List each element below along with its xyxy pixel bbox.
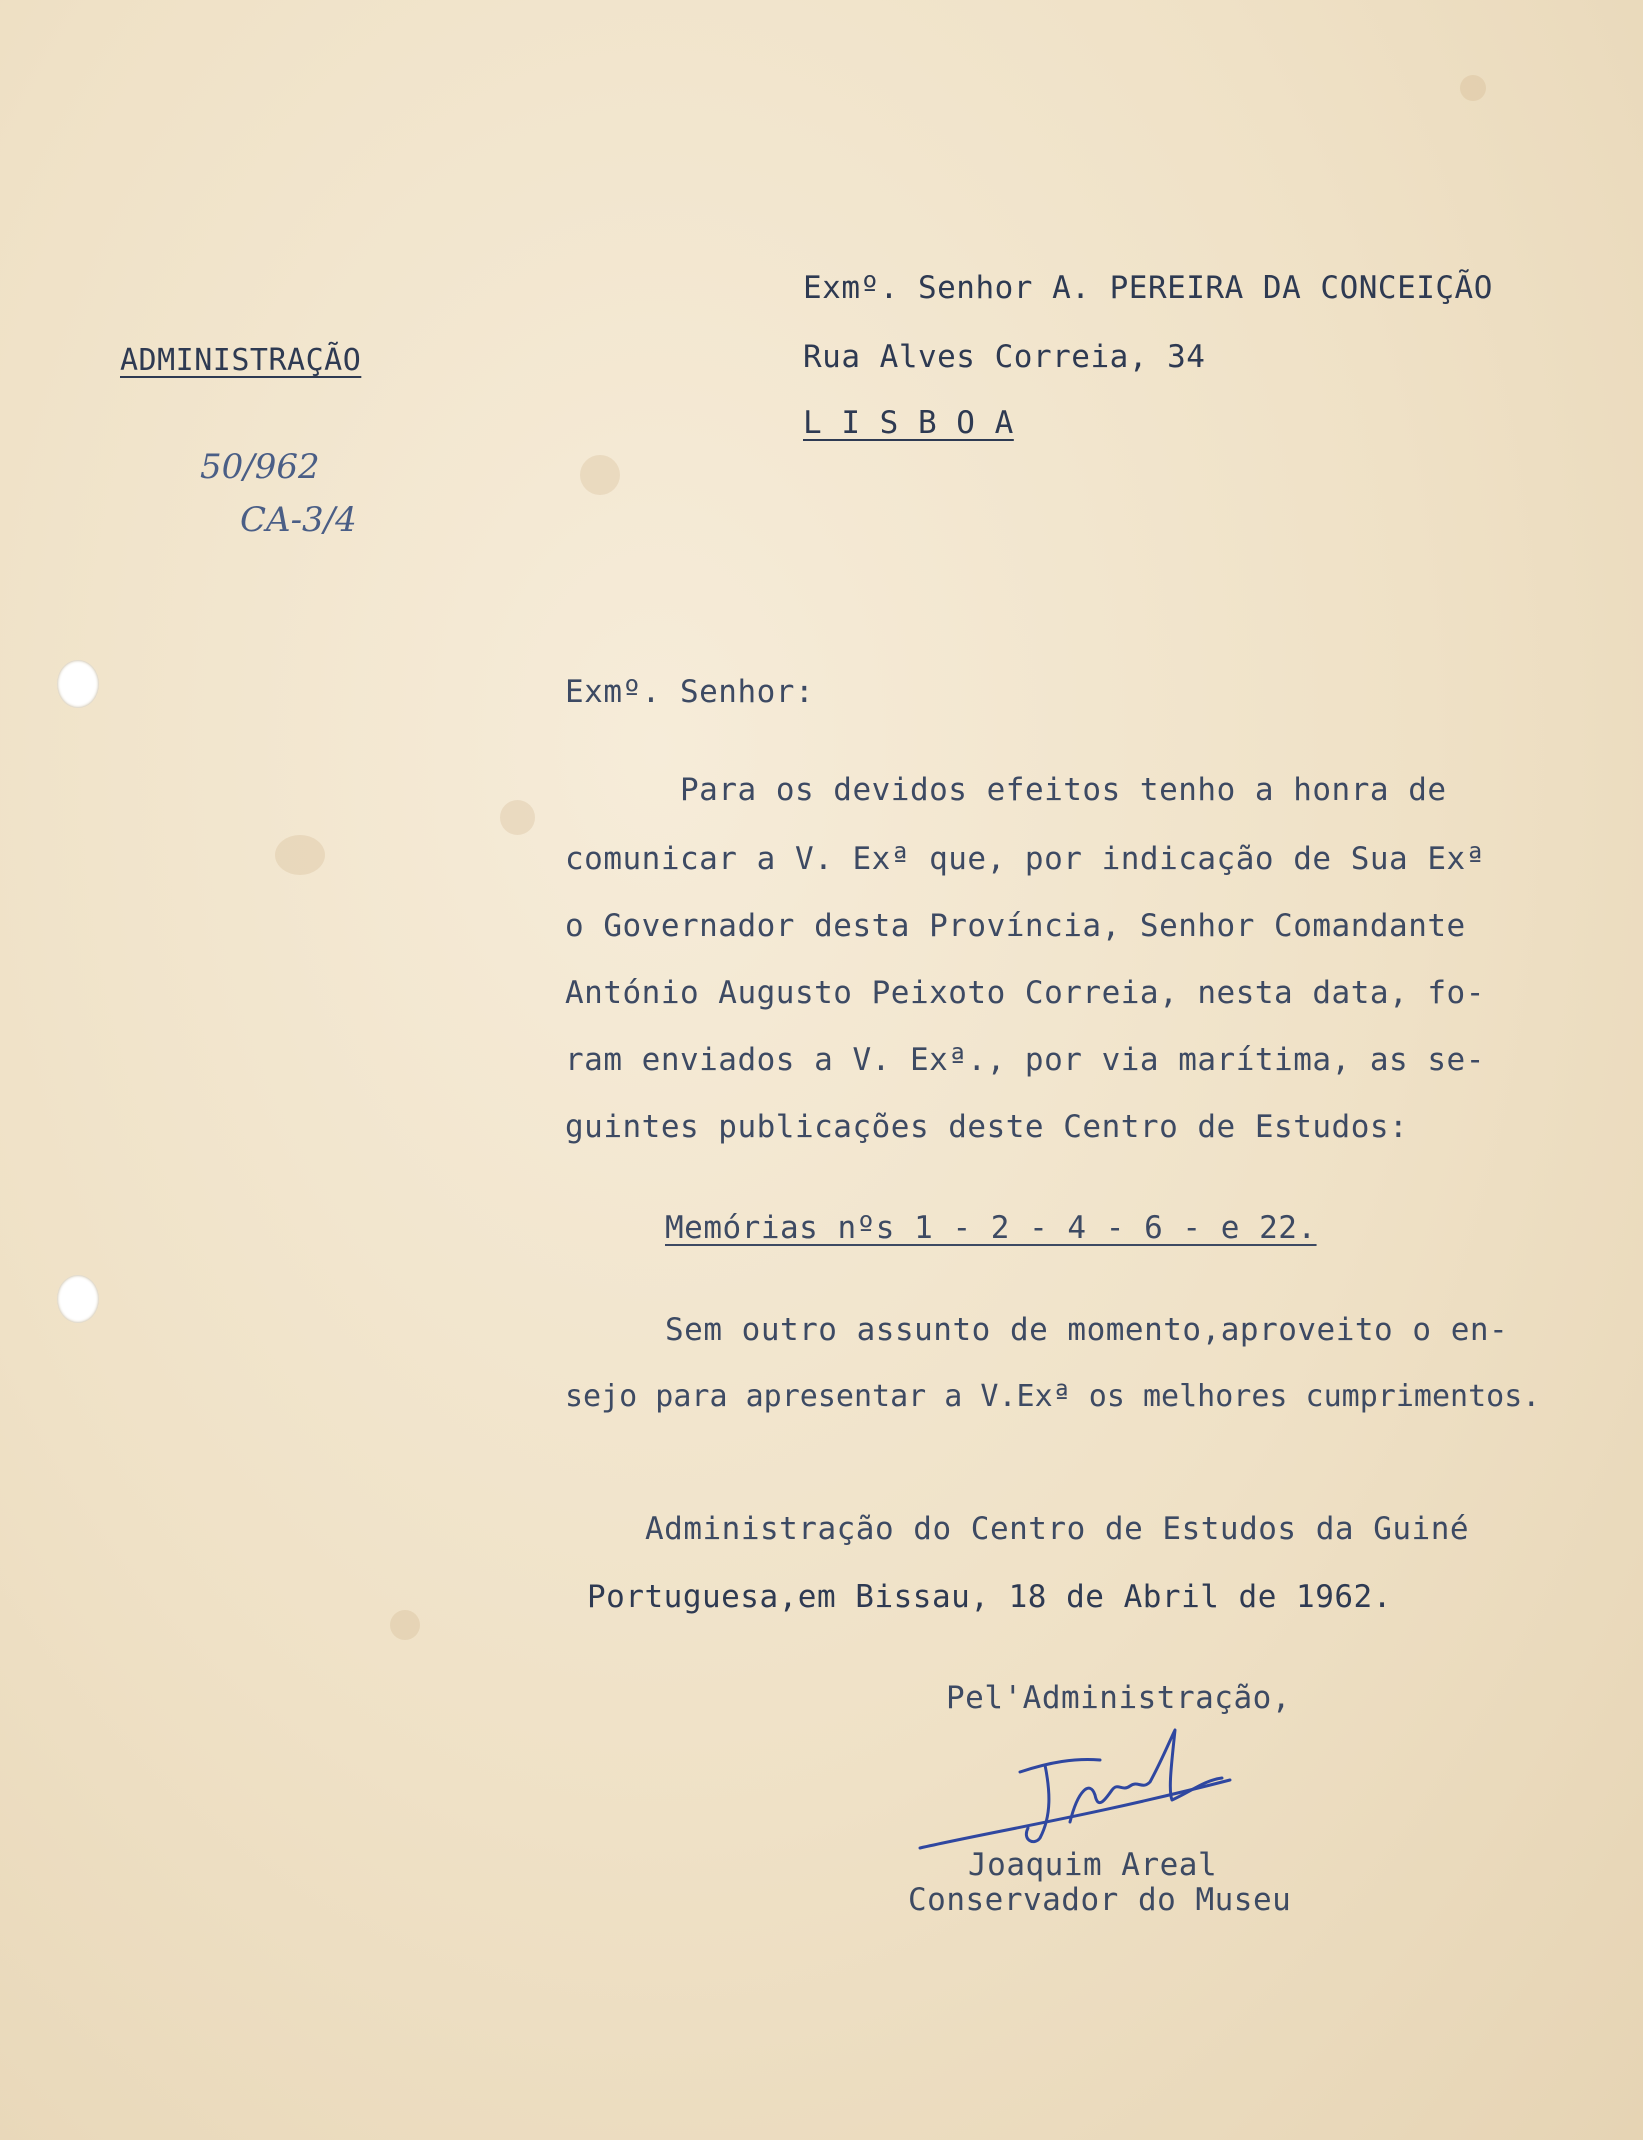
place-date-line: Administração do Centro de Estudos da Guiné [645, 1511, 1470, 1547]
signatory-title: Conservador do Museu [908, 1882, 1292, 1918]
paper-stain [500, 800, 535, 835]
body-line: ram enviados a V. Exª., por via marítima, as se- [565, 1042, 1485, 1078]
publications-list: Memórias nºs 1 - 2 - 4 - 6 - e 22. [665, 1210, 1317, 1246]
recipient-name: Exmº. Senhor A. PEREIRA DA CONCEIÇÃO [803, 270, 1493, 306]
punch-hole [57, 1275, 99, 1323]
punch-hole [57, 660, 99, 708]
body-line: sejo para apresentar a V.Exª os melhores cumprimentos. [565, 1379, 1541, 1414]
body-line: Para os devidos efeitos tenho a honra de [680, 772, 1447, 808]
department-heading: ADMINISTRAÇÃO [120, 343, 362, 378]
body-line: guintes publicações deste Centro de Estudos: [565, 1109, 1409, 1145]
reference-number: 50/962 [200, 447, 320, 487]
closing: Pel'Administração, [946, 1680, 1291, 1716]
paper-stain [390, 1610, 420, 1640]
body-line: Sem outro assunto de momento,aproveito o en- [665, 1312, 1509, 1348]
body-line: o Governador desta Província, Senhor Comandante [565, 908, 1466, 944]
body-line: comunicar a V. Exª que, por indicação de Sua Exª [565, 841, 1485, 877]
reference-code: CA-3/4 [240, 500, 357, 540]
body-line: António Augusto Peixoto Correia, nesta data, fo- [565, 975, 1485, 1011]
signatory-name: Joaquim Areal [968, 1847, 1218, 1883]
place-date-line: Portuguesa,em Bissau, 18 de Abril de 1962. [587, 1579, 1392, 1615]
signature-image [900, 1720, 1260, 1860]
paper-stain [580, 455, 620, 495]
paper-stain [1460, 75, 1486, 101]
recipient-city: L I S B O A [803, 405, 1014, 441]
paper-stain [275, 835, 325, 875]
salutation: Exmº. Senhor: [565, 674, 815, 710]
recipient-street: Rua Alves Correia, 34 [803, 339, 1206, 375]
